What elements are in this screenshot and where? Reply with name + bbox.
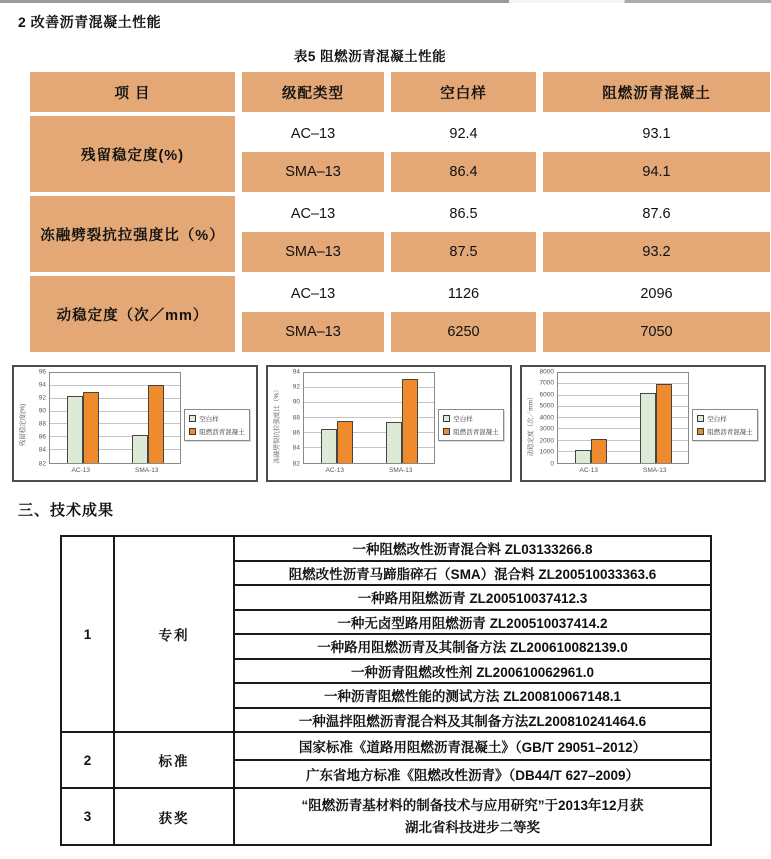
column-header-item: 项 目 [30, 72, 235, 112]
data-bar-blank [386, 422, 402, 463]
y-tick-label: 94 [38, 380, 46, 388]
data-bar-fr [402, 379, 418, 463]
standard-item: 广东省地方标准《阻燃改性沥青》（DB44/T 627–2009） [234, 760, 711, 788]
legend-column [435, 372, 507, 477]
patent-item: 一种路用阻燃沥青 ZL200510037412.3 [234, 585, 711, 610]
row-header: 残留稳定度(%) [30, 116, 235, 192]
fr-value-cell: 7050 [543, 312, 770, 352]
y-axis-ticks [27, 367, 49, 467]
data-bar-blank [321, 429, 337, 463]
y-tick-label: 4000 [539, 413, 554, 421]
y-tick-label: 1000 [539, 448, 554, 456]
x-axis-labels [49, 464, 181, 477]
y-tick-label: 94 [292, 367, 300, 375]
plot-region [303, 372, 435, 464]
x-tick-label: AC-13 [71, 467, 90, 474]
patent-item: 一种阻燃改性沥青混合料 ZL03133266.8 [234, 536, 711, 561]
y-tick-label: 88 [38, 420, 46, 428]
x-axis-labels [303, 464, 435, 477]
patent-item: 一种沥青阻燃改性剂 ZL200610062961.0 [234, 659, 711, 684]
patent-item: 一种温拌阻燃沥青混合料及其制备方法ZL200810241464.6 [234, 708, 711, 733]
bar-group [575, 373, 607, 463]
patent-item: 一种沥青阻燃性能的测试方法 ZL200810067148.1 [234, 683, 711, 708]
blank-value-cell: 92.4 [391, 116, 536, 152]
gradation-type-cell: AC–13 [242, 116, 384, 152]
patent-item: 一种路用阻燃沥青及其制备方法 ZL200610082139.0 [234, 634, 711, 659]
bar-group [640, 373, 672, 463]
x-tick-label: SMA-13 [134, 467, 159, 474]
award-line-2: 湖北省科技进步二等奖 [405, 819, 540, 835]
y-axis-label: 动稳定度（次／mm） [527, 393, 534, 456]
row-number-cell: 3 [61, 788, 114, 845]
y-tick-label: 86 [292, 429, 300, 437]
legend-label: 空白样 [453, 415, 473, 423]
achievements-table [60, 535, 712, 846]
legend-label: 空白样 [707, 415, 727, 423]
data-bar-blank [575, 450, 591, 463]
row-number-cell: 2 [61, 732, 114, 788]
award-item [234, 788, 711, 845]
blank-value-cell: 6250 [391, 312, 536, 352]
y-tick-label: 2000 [539, 436, 554, 444]
y-tick-label: 88 [292, 413, 300, 421]
fr-value-cell: 87.6 [543, 196, 770, 232]
legend-entry [189, 414, 245, 423]
bar-chart-residual-stability [12, 365, 258, 482]
bar-group [67, 373, 99, 463]
legend-label: 空白样 [199, 415, 219, 423]
data-bar-fr [337, 421, 353, 463]
y-tick-label: 90 [292, 398, 300, 406]
data-bar-blank [640, 393, 656, 463]
standard-item: 国家标准《道路用阻燃沥青混凝土》（GB/T 29051–2012） [234, 732, 711, 760]
data-bar-fr [83, 392, 99, 463]
y-tick-label: 5000 [539, 402, 554, 410]
gradation-type-cell: SMA–13 [242, 152, 384, 192]
data-bar-fr [656, 384, 672, 463]
table-group-dynamic-stability [30, 276, 770, 352]
y-tick-label: 82 [292, 459, 300, 467]
table5-caption: 表5 阻燃沥青混凝土性能 [293, 49, 447, 64]
section-3-title: 三、技术成果 [18, 502, 115, 519]
fr-value-cell: 94.1 [543, 152, 770, 192]
y-tick-label: 82 [38, 459, 46, 467]
legend-column [689, 372, 761, 477]
fr-concrete-swatch [189, 428, 196, 435]
blank-value-cell: 86.5 [391, 196, 536, 232]
performance-table-header-row [30, 72, 770, 112]
chart-legend [438, 409, 504, 441]
row-header: 动稳定度（次／mm） [30, 276, 235, 352]
section-2-title: 2 改善沥青混凝土性能 [18, 14, 162, 30]
y-tick-label: 6000 [539, 390, 554, 398]
row-number-cell: 1 [61, 536, 114, 732]
x-tick-label: SMA-13 [388, 467, 413, 474]
x-tick-label: SMA-13 [642, 467, 667, 474]
legend-entry [697, 414, 753, 423]
blank-sample-swatch [189, 415, 196, 422]
y-tick-label: 7000 [539, 379, 554, 387]
legend-label: 阻燃沥青混凝土 [199, 428, 245, 436]
fr-value-cell: 2096 [543, 276, 770, 312]
x-axis-labels [557, 464, 689, 477]
data-bar-fr [591, 439, 607, 463]
bar-group [386, 373, 418, 463]
gradation-type-cell: AC–13 [242, 196, 384, 232]
y-axis-label-column [270, 372, 281, 477]
fr-value-cell: 93.1 [543, 116, 770, 152]
chart-plot-area [535, 367, 689, 477]
column-header-gradation-type: 级配类型 [242, 72, 384, 112]
data-bar-blank [132, 435, 148, 463]
bars-layer [558, 373, 688, 463]
y-tick-label: 90 [38, 407, 46, 415]
legend-label: 阻燃沥青混凝土 [707, 428, 753, 436]
fr-concrete-swatch [443, 428, 450, 435]
bar-chart-freeze-thaw-ratio [266, 365, 512, 482]
legend-entry [443, 414, 499, 423]
row-header: 冻融劈裂抗拉强度比（%） [30, 196, 235, 272]
y-tick-label: 86 [38, 433, 46, 441]
patent-item: 阻燃改性沥青马蹄脂碎石（SMA）混合料 ZL200510033363.6 [234, 561, 711, 586]
bar-group [132, 373, 164, 463]
bar-group [321, 373, 353, 463]
plot-region [557, 372, 689, 464]
legend-entry [697, 427, 753, 436]
legend-entry [443, 427, 499, 436]
chart-legend [184, 409, 250, 441]
plot-region [49, 372, 181, 464]
x-tick-label: AC-13 [579, 467, 598, 474]
blank-sample-swatch [443, 415, 450, 422]
charts-row [12, 365, 771, 482]
award-line-1: “阻燃沥青基材料的制备技术与应用研究”于2013年12月获 [301, 797, 644, 813]
fr-value-cell: 93.2 [543, 232, 770, 272]
data-bar-fr [148, 385, 164, 463]
blank-sample-swatch [697, 415, 704, 422]
category-cell-patents: 专利 [114, 536, 234, 732]
y-tick-label: 96 [38, 367, 46, 375]
category-cell-awards: 获奖 [114, 788, 234, 845]
chart-legend [692, 409, 758, 441]
bars-layer [304, 373, 434, 463]
y-tick-label: 92 [38, 394, 46, 402]
y-tick-label: 3000 [539, 425, 554, 433]
legend-label: 阻燃沥青混凝土 [453, 428, 499, 436]
y-tick-label: 84 [292, 444, 300, 452]
bar-chart-dynamic-stability [520, 365, 766, 482]
fr-concrete-swatch [697, 428, 704, 435]
y-axis-label: 冻融劈裂抗拉强度比（%） [273, 385, 280, 464]
y-axis-label-column [524, 372, 535, 477]
bars-layer [50, 373, 180, 463]
blank-value-cell: 86.4 [391, 152, 536, 192]
column-header-blank-sample: 空白样 [391, 72, 536, 112]
y-axis-ticks [535, 367, 557, 467]
table-group-residual-stability [30, 116, 770, 192]
y-axis-ticks [281, 367, 303, 467]
table-group-freeze-thaw-ratio [30, 196, 770, 272]
y-tick-label: 8000 [539, 367, 554, 375]
x-tick-label: AC-13 [325, 467, 344, 474]
column-header-fr-asphalt-concrete: 阻燃沥青混凝土 [543, 72, 770, 112]
blank-value-cell: 1126 [391, 276, 536, 312]
chart-plot-area [281, 367, 435, 477]
blank-value-cell: 87.5 [391, 232, 536, 272]
gradation-type-cell: SMA–13 [242, 312, 384, 352]
gradation-type-cell: AC–13 [242, 276, 384, 312]
legend-entry [189, 427, 245, 436]
data-bar-blank [67, 396, 83, 463]
y-axis-label: 残留稳定度(%) [19, 403, 26, 446]
y-tick-label: 0 [550, 459, 554, 467]
page-top-edge-divider [0, 0, 771, 3]
legend-column [181, 372, 253, 477]
performance-table [30, 72, 770, 352]
y-tick-label: 84 [38, 446, 46, 454]
y-axis-label-column [16, 372, 27, 477]
patent-item: 一种无卤型路用阻燃沥青 ZL200510037414.2 [234, 610, 711, 635]
chart-plot-area [27, 367, 181, 477]
y-tick-label: 92 [292, 383, 300, 391]
gradation-type-cell: SMA–13 [242, 232, 384, 272]
category-cell-standards: 标准 [114, 732, 234, 788]
